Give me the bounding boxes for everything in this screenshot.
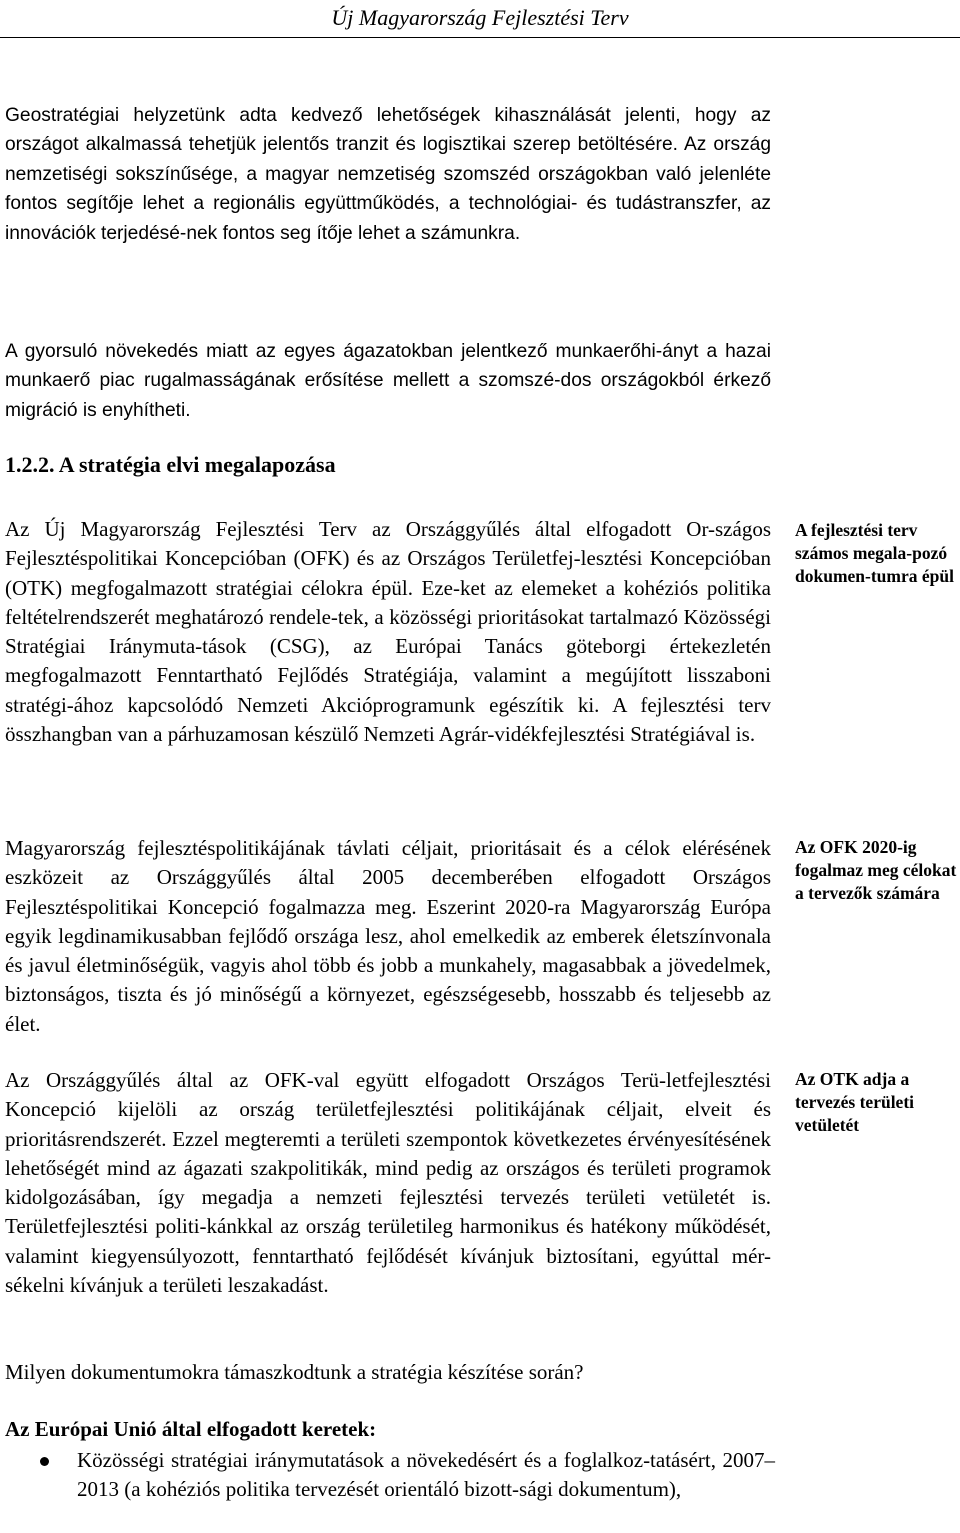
eu-frameworks-list xyxy=(5,1446,775,1505)
header-rule xyxy=(0,37,960,38)
question-line: Milyen dokumentumokra támaszkodtunk a stratégia készítése során? xyxy=(5,1360,584,1384)
paragraph-otk: Az Országgyűlés által az OFK-val együtt elfogadott Országos Terü-letfejlesztési Koncepció kijelöli az ország területfejlesztési politikájának céljait, elveit és prioritásrendszerét. Ezzel megteremti a területi szempontok következetes érvényesítésének lehetőségét mind az ágazati szakpolitikák, mind pedig az országos és területi programok kidolgozásában, így megadja a nemzeti fejlesztési tervezés területi vetületét is. Területfejlesztési politi-kánkkal az ország területileg harmonikus és hatékony működését, valamint kiegyensúlyozott, fenntartható fejlődését kívánjuk biztosítani, egyúttal mér-sékelni kívánjuk a területi leszakadást. xyxy=(5,1068,771,1298)
margin-note-otk: Az OTK adja a tervezés területi vetületét xyxy=(795,1069,915,1136)
paragraph-strategy-basis: Az Új Magyarország Fejlesztési Terv az Országgyűlés által elfogadott Or-szágos Fejlesztéspolitikai Koncepcióban (OFK) és az Országos Területfej-lesztési Koncepcióban (OTK) megfogalmazott stratégiai célokra épül. Eze-ket az elemeket a kohéziós politika feltételrendszerét meghatározó rendele-tek, a közösségi prioritásokat tartalmazó Közösségi Stratégiai Iránymuta-tások (CSG), az Európai Tanács göteborgi értekezletén megfogalmazott Fenntartható Fejlődés Stratégiája, valamint a megújított lisszaboni stratégi-ához kapcsolódó Nemzeti Akcióprogramunk egészítik ki. A fejlesztési terv összhangban van a párhuzamosan készülő Nemzeti Agrár-vidékfejlesztési Stratégiával is. xyxy=(5,517,771,747)
bullet-icon xyxy=(40,1457,49,1466)
paragraph-geostrategy: Geostratégiai helyzetünk adta kedvező lehetőségek kihasználását jelenti, hogy az országot alkalmassá tehetjük jelentős tranzit és logisztikai szerep betöltésére. Az ország nemzetiségi sokszínűsége, a magyar nemzetiség szomszéd országokban való jelenléte fontos segítője lehet a regionális együttműködés, a technológiai- és tudástranszfer, az innovációk terjedésé-nek fontos seg ítője lehet a számunkra. xyxy=(5,105,771,244)
list-item-text: Közösségi stratégiai iránymutatások a növekedésért és a foglalkoz-tatásért, 2007–2013 (a kohéziós politika tervezését orientáló bizott-sági dokumentum), xyxy=(77,1448,775,1502)
paragraph-ofk: Magyarország fejlesztéspolitikájának távlati céljait, prioritásait és a célok elérésének eszközeit az Országgyűlés által 2005 decemberében elfogadott Országos Fejlesztéspolitikai Koncepció fogalmazza meg. Eszerint 2020-ra Magyarország Európa egyik legdinamikusabban fejlődő országa lesz, ahol emelkedik az emberek életszínvonala és javul életminőségük, vagyis ahol több és jobb a munkahely, magasabbak a jövedelmek, biztonságos, tiszta és jó minőségű a környezet, egészségesebb, hosszabb és teljesebb az élet. xyxy=(5,836,771,1036)
margin-note-documents: A fejlesztési terv számos megala-pozó dokumen-tumra épül xyxy=(795,520,954,587)
margin-note-ofk: Az OFK 2020-ig fogalmaz meg célokat a tervezők számára xyxy=(795,837,957,904)
eu-frameworks-title: Az Európai Unió által elfogadott keretek: xyxy=(5,1417,377,1441)
running-header: Új Magyarország Fejlesztési Terv xyxy=(331,5,629,30)
paragraph-labour-shortage: A gyorsuló növekedés miatt az egyes ágazatokban jelentkező munkaerőhi-ányt a hazai munkaerő piac rugalmasságának erősítése mellett a szomszé-dos országokból érkező migráció is enyhítheti. xyxy=(5,341,771,421)
section-heading: 1.2.2. A stratégia elvi megalapozása xyxy=(5,452,336,477)
list-item xyxy=(5,1446,775,1505)
